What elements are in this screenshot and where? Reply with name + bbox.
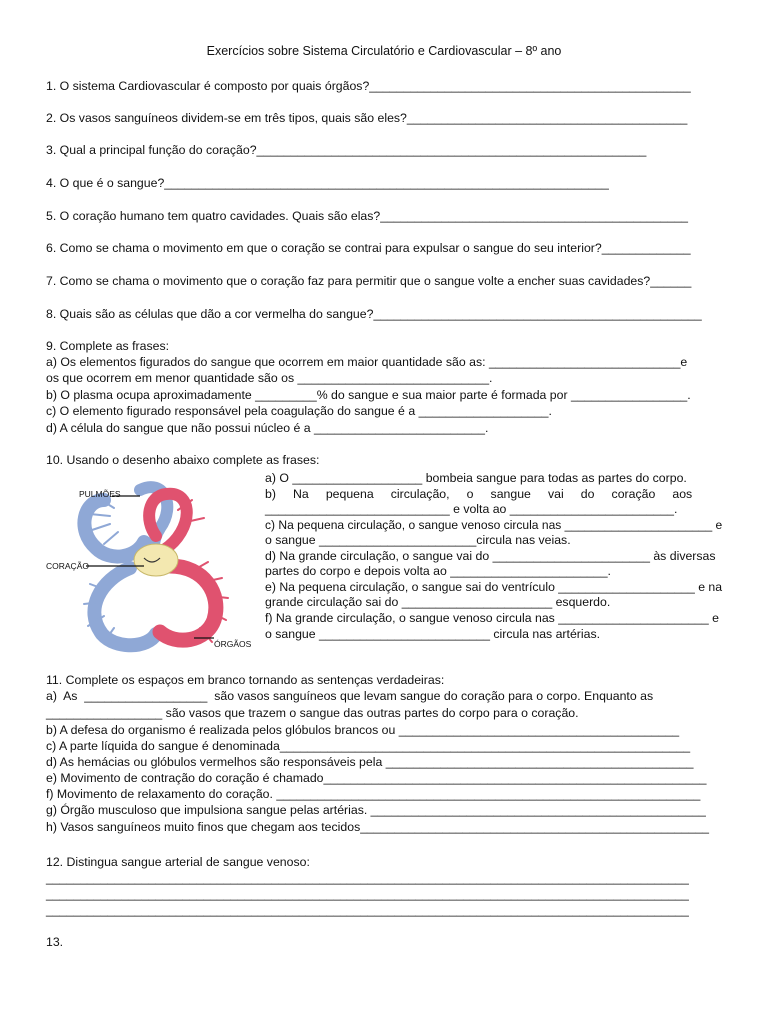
q10-line-8: e) Na pequena circulação, o sangue sai do ventrículo ____________________ e na <box>265 580 723 594</box>
label-coracao: CORAÇÃO <box>46 561 89 571</box>
answer-line-2: ______________________________________________________________________________________________ <box>46 887 689 901</box>
q10-line-1: a) O ___________________ bombeia sangue para todas as partes do corpo. <box>265 471 687 485</box>
q10-line-3: ___________________________ e volta ao ________________________. <box>265 502 678 516</box>
heart-shape <box>134 544 178 576</box>
question-9d: d) A célula do sangue que não possui núcleo é a _________________________. <box>46 421 489 435</box>
question-11b: b) A defesa do organismo é realizada pelos glóbulos brancos ou _________________________________________ <box>46 723 680 737</box>
q10-line-2: b) Na pequena circulação, o sangue vai do coração aos <box>265 487 693 501</box>
question-11a-cont: _________________ são vasos que trazem o sangue das outras partes do corpo para o coração. <box>46 706 579 720</box>
label-pulmoes: PULMÕES <box>79 489 121 499</box>
q10-line-11: o sangue _________________________ circula nas artérias. <box>265 627 601 641</box>
question-4: 4. O que é o sangue?_________________________________________________________________ <box>46 176 609 190</box>
question-7: 7. Como se chama o movimento que o coração faz para permitir que o sangue volte a encher suas cavidades?______ <box>46 274 692 288</box>
question-5: 5. O coração humano tem quatro cavidades. Quais são elas?_____________________________________________ <box>46 209 689 223</box>
question-13: 13. <box>46 935 64 949</box>
question-3: 3. Qual a principal função do coração?_________________________________________________________ <box>46 143 647 157</box>
question-9a: a) Os elementos figurados do sangue que ocorrem em maior quantidade são as: ____________________________e <box>46 355 688 369</box>
question-2: 2. Os vasos sanguíneos dividem-se em três tipos, quais são eles?_________________________________________ <box>46 111 688 125</box>
question-11f: f) Movimento de relaxamento do coração. ______________________________________________________________ <box>46 787 701 801</box>
question-11h: h) Vasos sanguíneos muito finos que chegam aos tecidos___________________________________________________ <box>46 820 709 834</box>
q10-line-5: o sangue _______________________circula nas veias. <box>265 533 571 547</box>
q10-line-10: f) Na grande circulação, o sangue venoso circula nas ______________________ e <box>265 611 719 625</box>
answer-line-3: ______________________________________________________________________________________________ <box>46 903 689 917</box>
question-11a: a) As __________________ são vasos sanguíneos que levam sangue do coração para o corpo. Enquanto as <box>46 689 654 703</box>
question-11e: e) Movimento de contração do coração é chamado________________________________________________________ <box>46 771 707 785</box>
question-12-heading: 12. Distingua sangue arterial de sangue venoso: <box>46 855 310 869</box>
question-9b: b) O plasma ocupa aproximadamente _________% do sangue e sua maior parte é formada por _________________. <box>46 388 691 402</box>
question-11d: d) As hemácias ou glóbulos vermelhos são responsáveis pela _____________________________________________ <box>46 755 694 769</box>
q10-line-4: c) Na pequena circulação, o sangue venoso circula nas ______________________ e <box>265 518 723 532</box>
label-orgaos: ÓRGÃOS <box>214 639 252 649</box>
question-11g: g) Órgão musculoso que impulsiona sangue pelas artérias. _________________________________________________ <box>46 803 706 817</box>
question-9-heading: 9. Complete as frases: <box>46 339 170 353</box>
question-1: 1. O sistema Cardiovascular é composto por quais órgãos?_______________________________________________ <box>46 79 691 93</box>
question-11c: c) A parte líquida do sangue é denominada____________________________________________________________ <box>46 739 691 753</box>
question-8: 8. Quais são as células que dão a cor vermelha do sangue?________________________________________________ <box>46 307 702 321</box>
question-10-heading: 10. Usando o desenho abaixo complete as frases: <box>46 453 320 467</box>
question-9a-cont: os que ocorrem em menor quantidade são os ____________________________. <box>46 371 493 385</box>
question-9c: c) O elemento figurado responsável pela coagulação do sangue é a ___________________. <box>46 404 552 418</box>
question-11-heading: 11. Complete os espaços em branco tornando as sentenças verdadeiras: <box>46 673 445 687</box>
page-title: Exercícios sobre Sistema Circulatório e Cardiovascular – 8º ano <box>206 44 562 58</box>
question-6: 6. Como se chama o movimento em que o coração se contrai para expulsar o sangue do seu interior?_____________ <box>46 241 691 255</box>
answer-line-1: ______________________________________________________________________________________________ <box>46 871 689 885</box>
q10-line-9: grande circulação sai do ______________________ esquerdo. <box>265 595 611 609</box>
q10-line-6: d) Na grande circulação, o sangue vai do _______________________ às diversas <box>265 549 716 563</box>
q10-line-7: partes do corpo e depois volta ao _______________________. <box>265 564 611 578</box>
